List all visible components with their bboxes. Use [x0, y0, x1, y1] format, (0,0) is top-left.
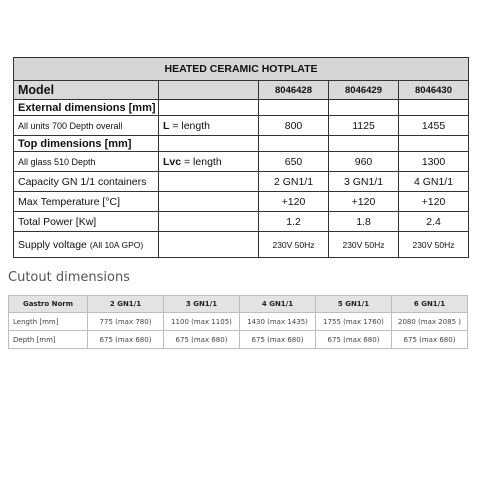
cutout-header: 2 GN1/1: [88, 296, 164, 313]
blank-cell: [399, 100, 469, 116]
cutout-depth-label: Depth [mm]: [9, 331, 88, 349]
max-temp-value: +120: [329, 192, 399, 212]
capacity-value: 3 GN1/1: [329, 172, 399, 192]
cutout-header: 6 GN1/1: [392, 296, 468, 313]
power-value: 2.4: [399, 212, 469, 232]
top-heading-row: [14, 136, 469, 152]
top-label: [159, 152, 259, 172]
cutout-heading: Cutout dimensions: [8, 270, 130, 285]
top-heading: Top dimensions [mm]: [14, 136, 159, 152]
blank-cell: [159, 192, 259, 212]
capacity-value: 2 GN1/1: [259, 172, 329, 192]
cutout-depth-value: 675 (max 680): [392, 331, 468, 349]
cutout-depth-value: 675 (max 680): [88, 331, 164, 349]
power-value: 1.2: [259, 212, 329, 232]
model-code: 8046430: [399, 81, 469, 100]
cutout-length-value: 1100 (max 1105): [164, 313, 240, 331]
max-temp-label: Max Temperature [°C]: [14, 192, 159, 212]
external-value: 1125: [329, 116, 399, 136]
hotplate-spec-table: [13, 57, 469, 258]
max-temp-value: +120: [259, 192, 329, 212]
power-row: [14, 212, 469, 232]
top-value: 1300: [399, 152, 469, 172]
cutout-header: 5 GN1/1: [316, 296, 392, 313]
capacity-value: 4 GN1/1: [399, 172, 469, 192]
spec-title-row: [14, 58, 469, 81]
external-label: [159, 116, 259, 136]
cutout-depth-value: 675 (max 680): [240, 331, 316, 349]
power-value: 1.8: [329, 212, 399, 232]
model-blank-cell: [159, 81, 259, 100]
top-value: 650: [259, 152, 329, 172]
top-label-bold: Lvc: [163, 155, 182, 168]
top-value: 960: [329, 152, 399, 172]
cutout-length-row: [9, 313, 468, 331]
supply-row: [14, 232, 469, 258]
external-heading: External dimensions [mm]: [14, 100, 159, 116]
model-row: [14, 81, 469, 100]
max-temp-row: [14, 192, 469, 212]
external-row: [14, 116, 469, 136]
cutout-length-value: 1430 (max 1435): [240, 313, 316, 331]
cutout-table: [8, 295, 468, 349]
cutout-header: Gastro Norm: [9, 296, 88, 313]
capacity-label: Capacity GN 1/1 containers: [14, 172, 159, 192]
blank-cell: [159, 172, 259, 192]
blank-cell: [399, 136, 469, 152]
top-row: [14, 152, 469, 172]
model-code: 8046428: [259, 81, 329, 100]
cutout-depth-value: 675 (max 680): [316, 331, 392, 349]
model-code: 8046429: [329, 81, 399, 100]
model-label: Model: [14, 81, 159, 100]
blank-cell: [329, 136, 399, 152]
external-note: All units 700 Depth overall: [14, 116, 159, 136]
blank-cell: [159, 232, 259, 258]
top-note: All glass 510 Depth: [14, 152, 159, 172]
cutout-length-value: 2080 (max 2085 ): [392, 313, 468, 331]
cutout-length-label: Length [mm]: [9, 313, 88, 331]
blank-cell: [159, 136, 259, 152]
external-label-rest: = length: [169, 119, 210, 132]
external-heading-row: [14, 100, 469, 116]
external-value: 1455: [399, 116, 469, 136]
supply-label: [14, 232, 159, 258]
cutout-depth-value: 675 (max 680): [164, 331, 240, 349]
supply-value: 230V 50Hz: [329, 232, 399, 258]
blank-cell: [159, 212, 259, 232]
max-temp-value: +120: [399, 192, 469, 212]
cutout-header: 3 GN1/1: [164, 296, 240, 313]
blank-cell: [329, 100, 399, 116]
external-label-bold: L: [163, 119, 170, 132]
supply-note: (All 10A GPO): [89, 239, 144, 250]
cutout-header-row: [9, 296, 468, 313]
cutout-header: 4 GN1/1: [240, 296, 316, 313]
supply-label-text: Supply voltage: [18, 238, 87, 251]
power-label: Total Power [Kw]: [14, 212, 159, 232]
cutout-depth-row: [9, 331, 468, 349]
blank-cell: [159, 100, 259, 116]
capacity-row: [14, 172, 469, 192]
blank-cell: [259, 136, 329, 152]
blank-cell: [259, 100, 329, 116]
supply-value: 230V 50Hz: [399, 232, 469, 258]
cutout-length-value: 775 (max 780): [88, 313, 164, 331]
supply-value: 230V 50Hz: [259, 232, 329, 258]
spec-title: HEATED CERAMIC HOTPLATE: [14, 58, 469, 81]
external-value: 800: [259, 116, 329, 136]
top-label-rest: = length: [181, 155, 222, 168]
cutout-length-value: 1755 (max 1760): [316, 313, 392, 331]
